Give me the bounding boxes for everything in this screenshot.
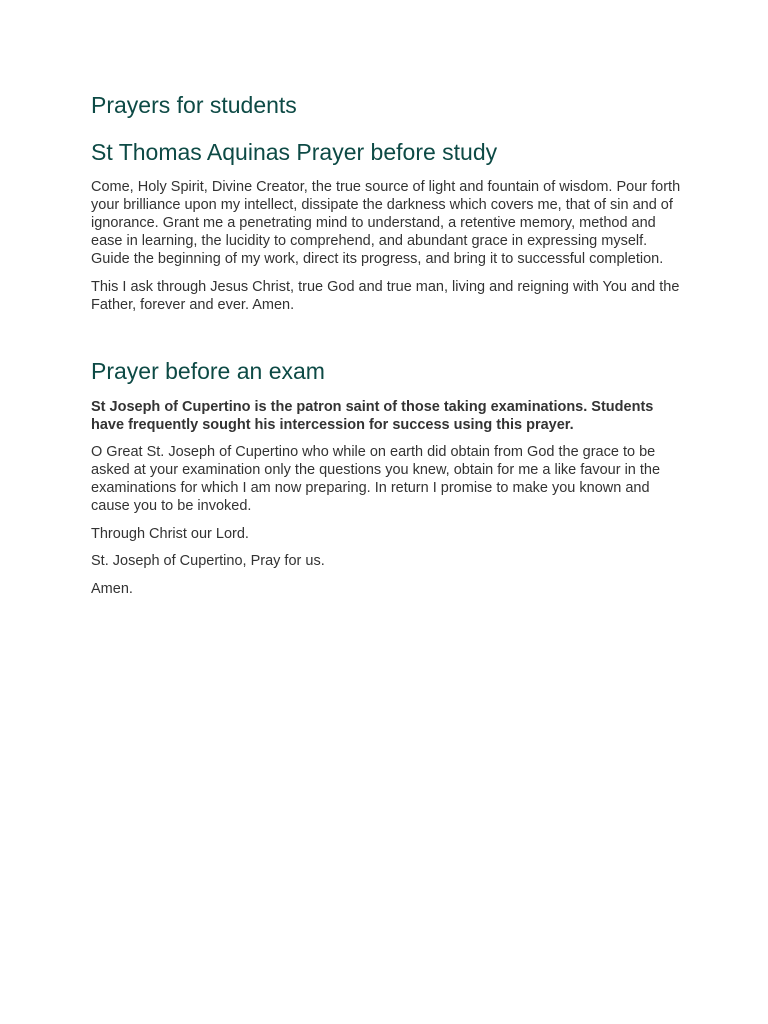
section-heading-aquinas: St Thomas Aquinas Prayer before study	[91, 138, 498, 165]
document-page	[91, 92, 681, 598]
aquinas-prayer-paragraph-2: This I ask through Jesus Christ, true God and true man, living and reigning with You and the Father, forever and ever. Amen.	[91, 279, 680, 314]
page-title: Prayers for students	[91, 92, 297, 118]
aquinas-prayer-paragraph-1: Come, Holy Spirit, Divine Creator, the true source of light and fountain of wisdom. Pour forth your brilliance upon my intellect, dissipate the darkness which covers me, that of sin and of ignorance. Grant me a penetrating mind to understand, a retentive memory, method and ease in learning, the lucidity to comprehend, and abundant grace in expressing myself. Guide the beginning of my work, direct its progress, and bring it to successful completion.	[91, 179, 681, 268]
exam-prayer-paragraph-2: Through Christ our Lord.	[91, 525, 249, 542]
section-exam-prayer	[91, 358, 681, 598]
section-aquinas-prayer	[91, 139, 681, 315]
exam-prayer-paragraph-1: O Great St. Joseph of Cupertino who while on earth did obtain from God the grace to be asked at your examination only the questions you knew, obtain for me a like favour in the examinations for which I am now preparing. In return I promise to make you known and cause you to be invoked.	[91, 443, 661, 514]
exam-prayer-paragraph-4: Amen.	[91, 580, 133, 597]
section-heading-exam: Prayer before an exam	[91, 358, 325, 385]
exam-prayer-paragraph-3: St. Joseph of Cupertino, Pray for us.	[91, 552, 325, 569]
exam-prayer-intro: St Joseph of Cupertino is the patron saint of those taking examinations. Students have frequently sought his intercession for success using this prayer.	[91, 398, 654, 433]
